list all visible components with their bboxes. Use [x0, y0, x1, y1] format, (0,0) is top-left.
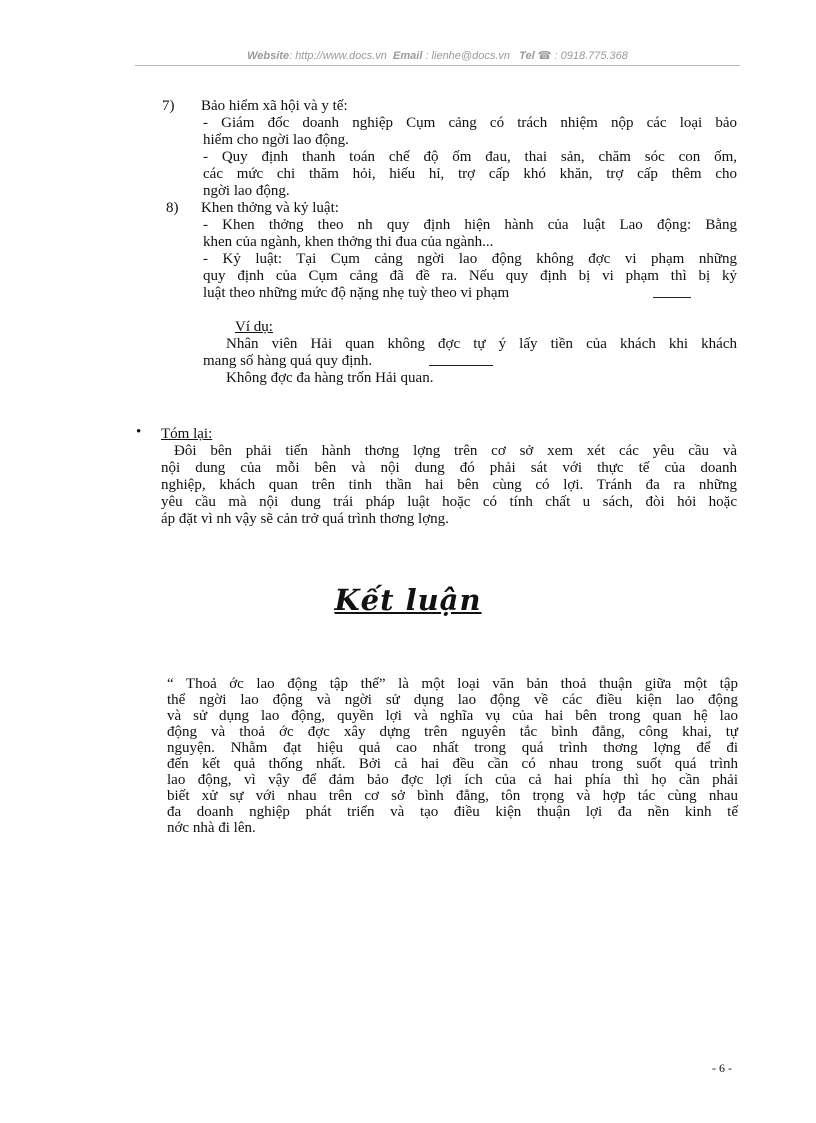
- summary-line-5: áp đặt vì nh vậy sẽ cản trở quá trình thơng lợng.: [161, 511, 449, 527]
- conclusion-line-7: lao động, vì vậy để đảm bảo đợc lợi ích của cả hai phía thì họ cần phải: [167, 772, 738, 788]
- conclusion-line-9: đa doanh nghiệp phát triển và tạo điều kiện thuận lợi đa nền kinh tế: [167, 804, 738, 820]
- section-8-line-1: - Khen thởng theo nh quy định hiện hành của luật Lao động: Bằng: [203, 217, 737, 233]
- example-line-3: Không đợc đa hàng trốn Hải quan.: [226, 370, 434, 386]
- conclusion-line-3: và sử dụng lao động, quyền lợi và nghĩa vụ của hai bên trong quan hệ lao: [167, 708, 738, 724]
- conclusion-line-10: nớc nhà đi lên.: [167, 820, 256, 836]
- example-title: Ví dụ:: [235, 319, 273, 335]
- summary-line-4: yêu cầu mà nội dung trái pháp luật hoặc có tính chất u sách, đòi hỏi hoặc: [161, 494, 737, 510]
- section-8-title: Khen thởng và kỷ luật:: [201, 200, 339, 216]
- conclusion-line-1: “ Thoả ớc lao động tập thể” là một loại văn bản thoả thuận giữa một tập: [167, 676, 738, 692]
- bullet-icon: •: [136, 424, 142, 440]
- summary-line-3: nghiệp, khách quan trên tinh thần hai bên cùng có lợi. Tránh đa ra những: [161, 477, 737, 493]
- section-8-line-2: khen của ngành, khen thởng thi đua của ngành...: [203, 234, 494, 250]
- email-link[interactable]: : lienhe@docs.vn: [422, 50, 510, 62]
- section-7-number: 7): [162, 98, 175, 114]
- conclusion-line-8: biết xử sự với nhau trên cơ sở bình đẳng, tôn trọng và hợp tác cùng nhau: [167, 788, 738, 804]
- conclusion-line-5: nguyện. Nhằm đạt hiệu quả cao nhất trong quá trình thơng lợng để đi: [167, 740, 738, 756]
- tel-label: Tel: [519, 50, 535, 62]
- conclusion-line-2: thể ngời lao động và ngời sử dụng lao động về các điều kiện lao động: [167, 692, 738, 708]
- section-7-line-1: - Giám đốc doanh nghiệp Cụm cảng có trách nhiệm nộp các loại bảo: [203, 115, 737, 131]
- email-label: Email: [393, 50, 423, 62]
- section-8-line-3: - Kỷ luật: Tại Cụm cảng ngời lao động không đợc vi phạm những: [203, 251, 737, 267]
- section-7-title: Bảo hiểm xã hội và y tế:: [201, 98, 348, 114]
- section-8-line-4: quy định của Cụm cảng đã đề ra. Nếu quy định bị vi phạm thì bị kỷ: [203, 268, 737, 284]
- website-label: Website: [247, 50, 290, 62]
- blank-line: [429, 365, 493, 366]
- section-7-line-5: ngời lao động.: [203, 183, 290, 199]
- conclusion-line-6: đến kết quả thống nhất. Bởi cả hai đều cần có nhau trong suốt quá trình: [167, 756, 738, 772]
- page-header: [135, 49, 740, 62]
- example-line-2: mang số hàng quá quy định.: [203, 353, 373, 369]
- website-link[interactable]: : http://www.docs.vn: [289, 50, 387, 62]
- section-8-number: 8): [166, 200, 179, 216]
- page-number: - 6 -: [712, 1061, 732, 1075]
- section-8-line-5: luật theo những mức độ nặng nhẹ tuỳ theo vi phạm: [203, 285, 510, 301]
- conclusion-paragraph: [167, 676, 738, 836]
- conclusion-title: Kết luận: [334, 583, 482, 617]
- section-7-line-3: - Quy định thanh toán chế độ ốm đau, thai sản, chăm sóc con ốm,: [203, 149, 737, 165]
- summary-line-1: Đôi bên phải tiến hành thơng lợng trên cơ sở xem xét các yêu cầu và: [174, 443, 737, 459]
- summary-title: Tóm lại:: [161, 426, 213, 442]
- tel-value: ☎ : 0918.775.368: [537, 50, 628, 62]
- conclusion-line-4: động và thoả ớc đợc xây dựng trên nguyên tắc bình đẳng, công khai, tự: [167, 724, 738, 740]
- header-divider: [135, 65, 740, 66]
- section-7-line-2: hiểm cho ngời lao động.: [203, 132, 349, 148]
- example-line-1: Nhân viên Hải quan không đợc tự ý lấy tiền của khách khi khách: [226, 336, 737, 352]
- summary-line-2: nội dung của mỗi bên và nội dung đó phải sát với thực tế của doanh: [161, 460, 737, 476]
- section-7-line-4: các mức chi thăm hỏi, hiếu hỉ, trợ cấp khó khăn, trợ cấp thêm cho: [203, 166, 737, 182]
- blank-line: [653, 297, 691, 298]
